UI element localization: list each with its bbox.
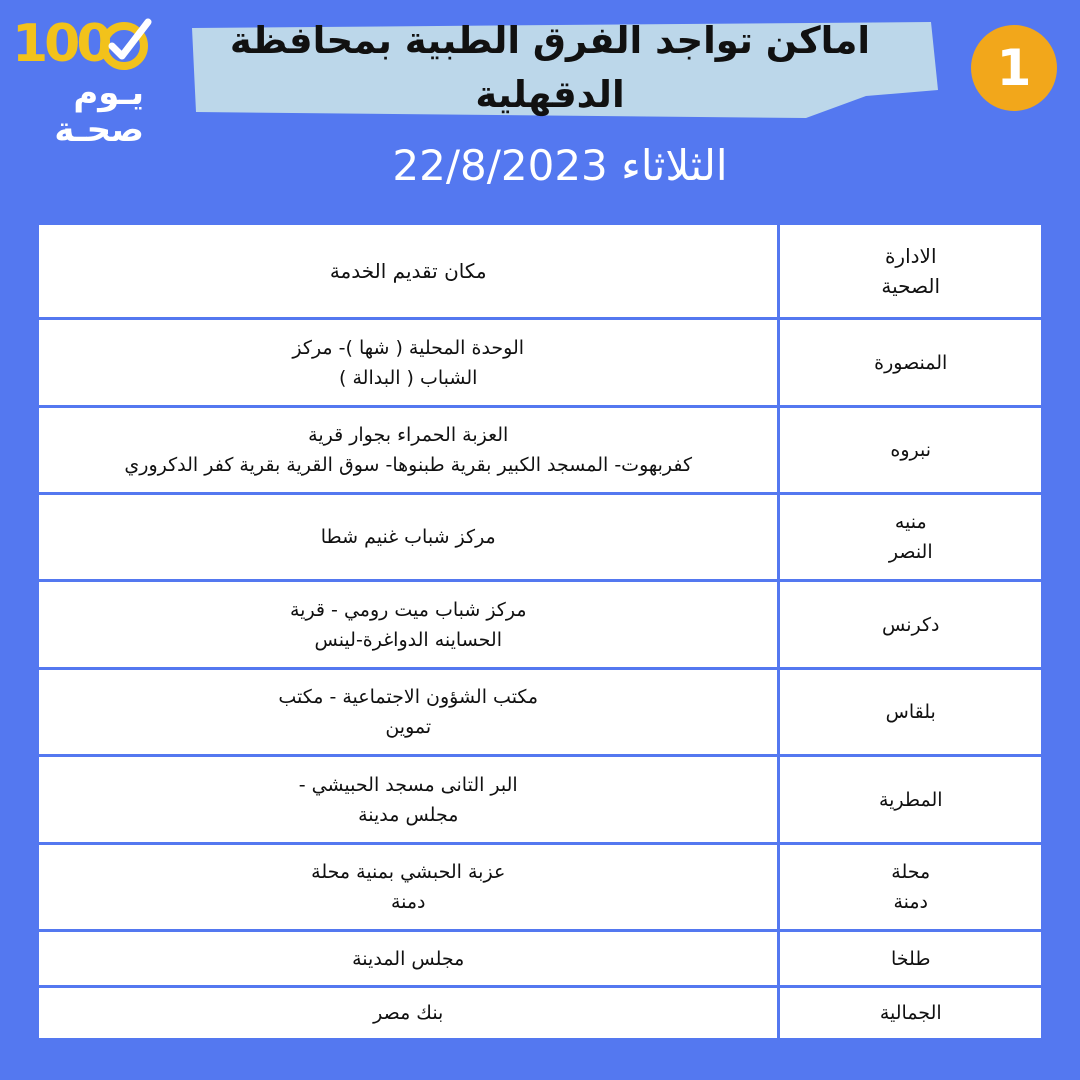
logo [12,14,152,149]
table-header-row [38,224,1043,319]
locations-table [36,222,1044,1041]
check-mark-icon [100,16,152,72]
logo-number: 100 [12,14,109,74]
place-cell: مجلس المدينة [38,931,779,987]
date-heading: الثلاثاء 22/8/2023 [392,141,728,190]
place-cell: مركز شباب ميت رومي - قرية الحساينه الدواغرة-لينس [38,581,779,669]
page-number-badge: 1 [971,25,1057,111]
table-row [38,756,1043,844]
admin-cell: المنصورة [779,319,1043,407]
admin-cell: المطرية [779,756,1043,844]
header-place: مكان تقديم الخدمة [38,224,779,319]
admin-cell: الجمالية [779,987,1043,1040]
title-line-1: اماكن تواجد الفرق الطبية بمحافظة [229,19,871,62]
admin-cell: محلة دمنة [779,844,1043,931]
table-row [38,494,1043,581]
admin-cell: طلخا [779,931,1043,987]
admin-cell: دكرنس [779,581,1043,669]
header-admin: الادارة الصحية [779,224,1043,319]
place-cell: البر التانى مسجد الحبيشي - مجلس مدينة [38,756,779,844]
title-line-2: الدقهلية [475,73,625,116]
table-row [38,844,1043,931]
table-row [38,987,1043,1040]
table-row [38,581,1043,669]
place-cell: الوحدة المحلية ( شها )- مركز الشباب ( البدالة ) [38,319,779,407]
place-cell: عزبة الحبشي بمنية محلة دمنة [38,844,779,931]
page-title [180,14,920,122]
table-row [38,669,1043,756]
place-cell: بنك مصر [38,987,779,1040]
admin-cell: منيه النصر [779,494,1043,581]
place-cell: مركز شباب غنيم شطا [38,494,779,581]
table-row [38,319,1043,407]
place-cell: العزبة الحمراء بجوار قرية كفربهوت- المسجد الكبير بقرية طبنوها- سوق القرية بقرية كفر الدكروري [38,407,779,494]
logo-line-1: يـوم [73,73,144,113]
admin-cell: بلقاس [779,669,1043,756]
table-row [38,407,1043,494]
place-cell: مكتب الشؤون الاجتماعية - مكتب تموين [38,669,779,756]
table-row [38,931,1043,987]
admin-cell: نبروه [779,407,1043,494]
logo-line-2: صحـة [54,110,144,150]
